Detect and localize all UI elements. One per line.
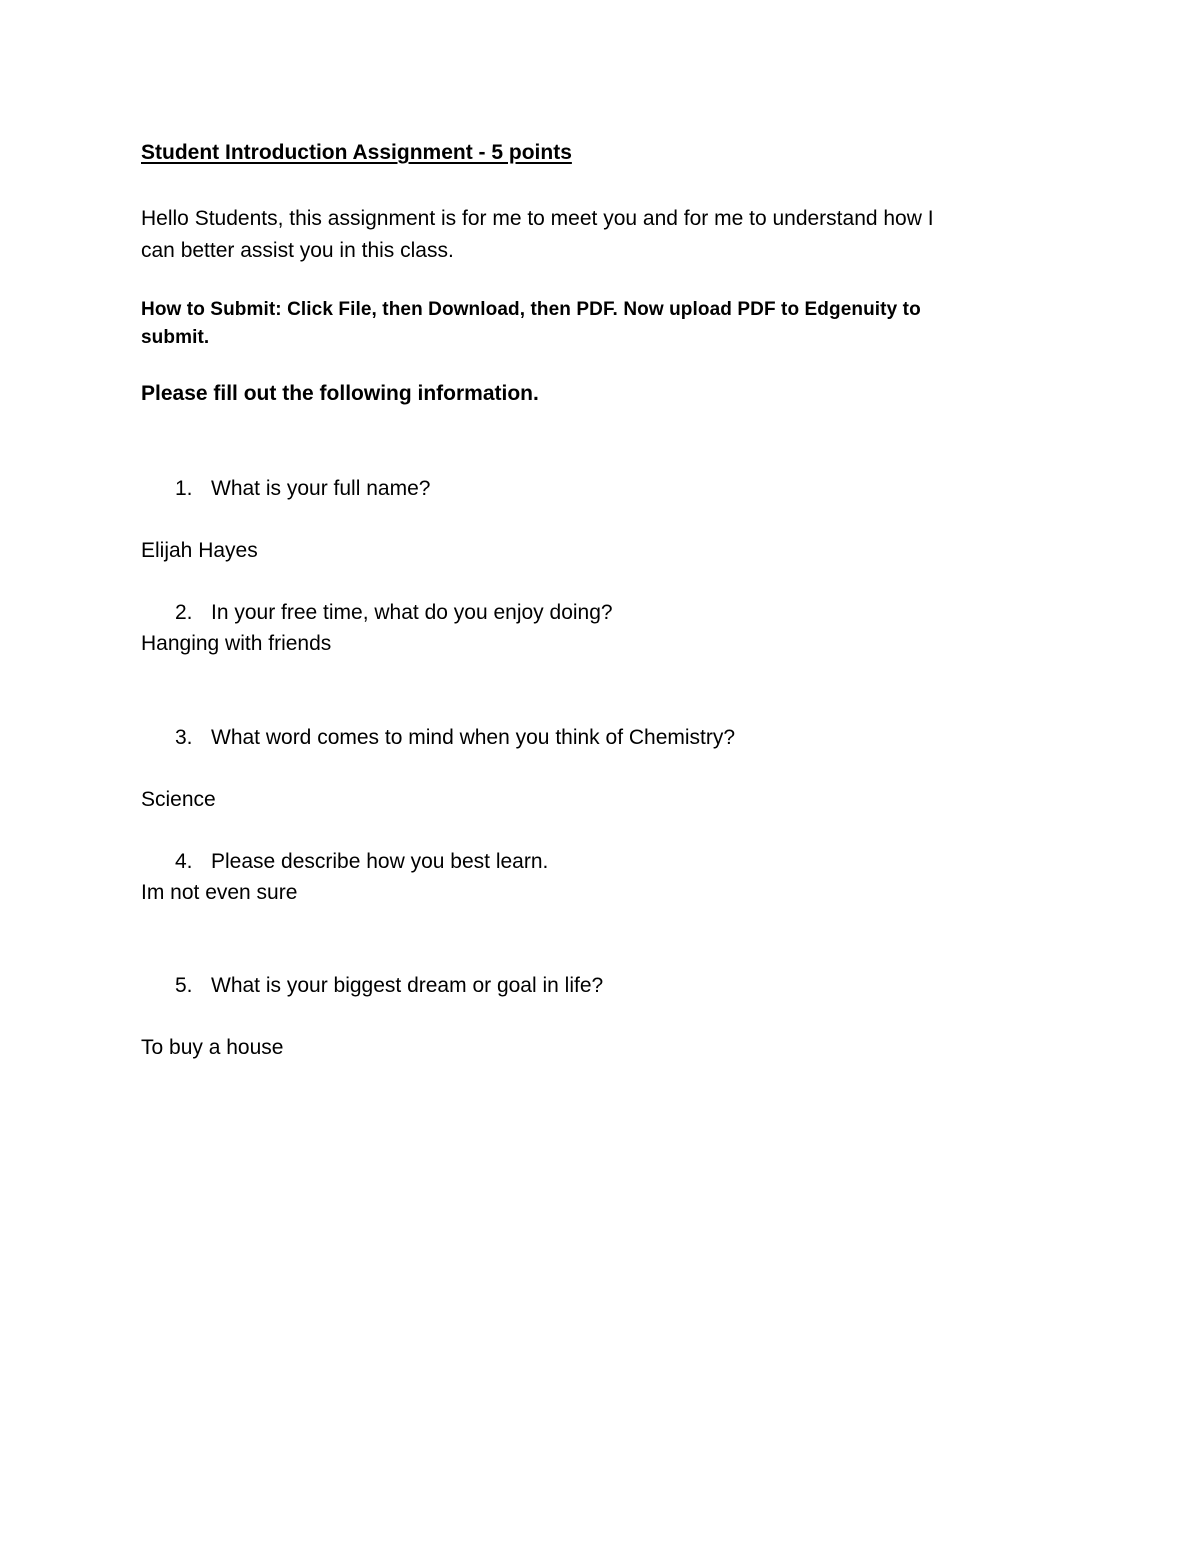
question-number: 1. xyxy=(175,477,193,500)
question-text: What is your full name? xyxy=(211,477,431,500)
question-text: In your free time, what do you enjoy doing? xyxy=(211,601,613,624)
question-number: 5. xyxy=(175,974,193,997)
answer-2: Hanging with friends xyxy=(141,632,332,655)
question-2 xyxy=(175,601,613,625)
intro-line-1: Hello Students, this assignment is for me to meet you and for me to understand how I xyxy=(141,207,934,230)
assignment-title: Student Introduction Assignment - 5 points xyxy=(141,141,572,164)
question-5 xyxy=(175,974,603,998)
answer-4: Im not even sure xyxy=(141,881,298,904)
question-4 xyxy=(175,850,548,874)
question-number: 4. xyxy=(175,850,193,873)
question-number: 2. xyxy=(175,601,193,624)
intro-paragraph xyxy=(141,203,1061,267)
question-text: What is your biggest dream or goal in life? xyxy=(211,974,604,997)
intro-line-2: can better assist you in this class. xyxy=(141,239,454,262)
answer-5: To buy a house xyxy=(141,1036,284,1059)
question-text: Please describe how you best learn. xyxy=(211,850,549,873)
question-1 xyxy=(175,477,430,501)
fill-out-prompt: Please fill out the following information. xyxy=(141,382,539,405)
question-number: 3. xyxy=(175,726,193,749)
question-3 xyxy=(175,726,735,750)
question-text: What word comes to mind when you think of Chemistry? xyxy=(211,726,736,749)
submit-line-2: submit. xyxy=(141,327,210,348)
answer-1: Elijah Hayes xyxy=(141,539,258,562)
submit-line-1: How to Submit: Click File, then Download, then PDF. Now upload PDF to Edgenuity to xyxy=(141,299,921,320)
submit-instructions xyxy=(141,296,1061,352)
answer-3: Science xyxy=(141,788,216,811)
